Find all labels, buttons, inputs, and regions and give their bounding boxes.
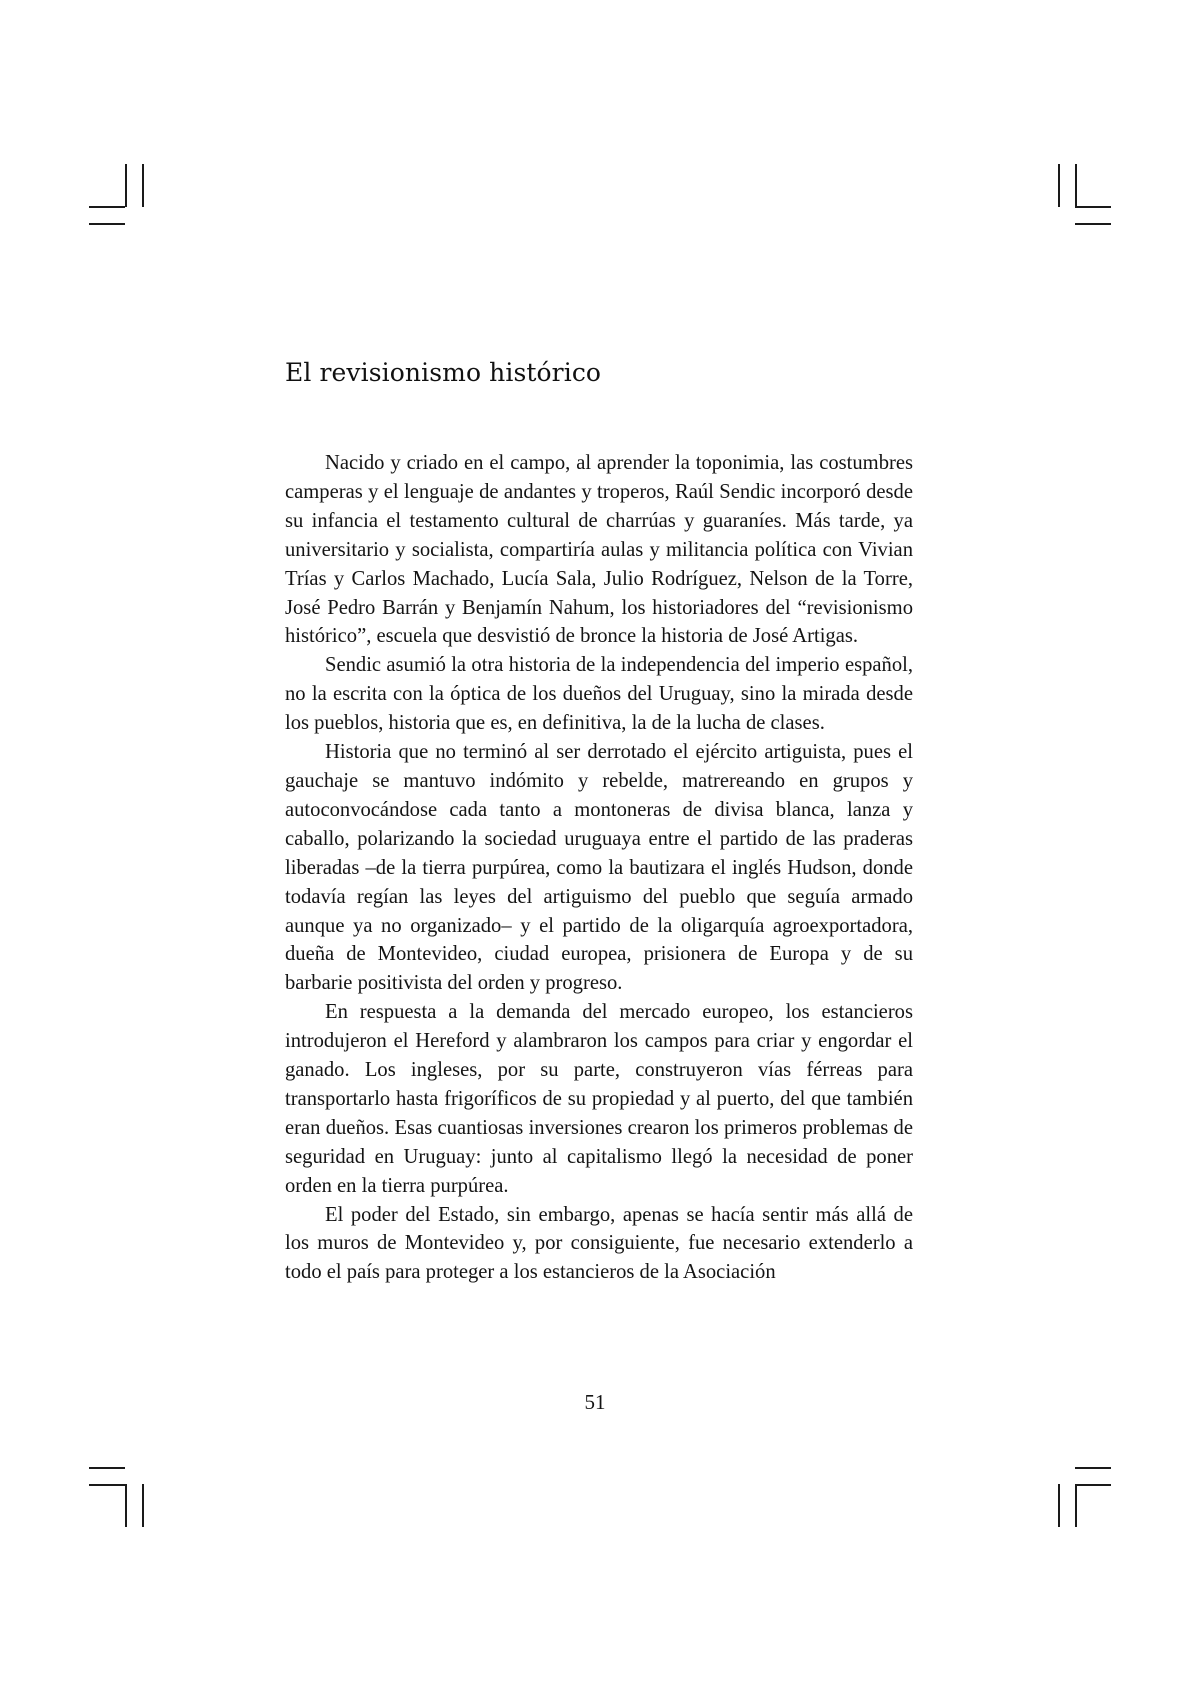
crop-mark-top-right-horizontal-2 [1075, 223, 1111, 225]
crop-mark-top-right-vertical-2 [1075, 164, 1077, 207]
crop-mark-bottom-left-horizontal-1 [89, 1467, 125, 1469]
chapter-body [285, 449, 913, 1287]
crop-mark-top-left-vertical-1 [125, 164, 127, 207]
crop-mark-top-left-horizontal-1 [89, 206, 125, 208]
paragraph-3: Historia que no terminó al ser derrotado el ejército artiguista, pues el gauchaje se mantuvo indómito y rebelde, matrereando en grupos y autoconvocándose cada tanto a montoneras de divisa blanca, lanza y caballo, polarizando la sociedad uruguaya entre el partido de las praderas liberadas –de la tierra purpúrea, como la bautizara el inglés Hudson, donde todavía regían las leyes del artiguismo del pueblo que seguía armado aunque ya no organizado– y el partido de la oligarquía agroexportadora, dueña de Montevideo, ciudad europea, prisionera de Europa y de su barbarie positivista del orden y progreso. [285, 741, 913, 995]
paragraph-4: En respuesta a la demanda del mercado europeo, los estancieros introdujeron el Hereford y alambraron los campos para criar y engordar el ganado. Los ingleses, por su parte, construyeron vías férreas para transportarlo hasta frigoríficos de su propiedad y al puerto, del que también eran dueños. Esas cuantiosas inversiones crearon los primeros problemas de seguridad en Uruguay: junto al capitalismo llegó la necesidad de poner orden en la tierra purpúrea. [285, 1001, 913, 1197]
chapter-title: El revisionismo histórico [285, 358, 602, 387]
crop-mark-top-left-horizontal-2 [89, 223, 125, 225]
crop-mark-bottom-left-horizontal-2 [89, 1484, 125, 1486]
crop-mark-bottom-left-vertical-1 [125, 1484, 127, 1527]
crop-mark-bottom-right-horizontal-1 [1075, 1467, 1111, 1469]
page-number: 51 [584, 1390, 606, 1414]
crop-mark-top-right-vertical-1 [1058, 164, 1060, 207]
crop-mark-bottom-left-vertical-2 [142, 1484, 144, 1527]
crop-mark-bottom-right-horizontal-2 [1075, 1484, 1111, 1486]
crop-mark-top-right-horizontal-1 [1075, 206, 1111, 208]
crop-mark-bottom-right-vertical-2 [1075, 1484, 1077, 1527]
crop-mark-top-left-vertical-2 [142, 164, 144, 207]
paragraph-2: Sendic asumió la otra historia de la independencia del imperio español, no la escrita con la óptica de los dueños del Uruguay, sino la mirada desde los pueblos, historia que es, en definitiva, la de la lucha de clases. [285, 654, 913, 735]
paragraph-5: El poder del Estado, sin embargo, apenas se hacía sentir más allá de los muros de Montevideo y, por consiguiente, fue necesario extenderlo a todo el país para proteger a los estancieros de la Asociación [285, 1203, 913, 1284]
crop-mark-bottom-right-vertical-1 [1058, 1484, 1060, 1527]
paragraph-1: Nacido y criado en el campo, al aprender la toponimia, las costumbres camperas y el lenguaje de andantes y troperos, Raúl Sendic incorporó desde su infancia el testamento cultural de charrúas y guaraníes. Más tarde, ya universitario y socialista, compartiría aulas y militancia política con Vivian Trías y Carlos Machado, Lucía Sala, Julio Rodríguez, Nelson de la Torre, José Pedro Barrán y Benjamín Nahum, los historiadores del “revisionismo histórico”, escuela que desvistió de bronce la historia de José Artigas. [285, 452, 913, 648]
